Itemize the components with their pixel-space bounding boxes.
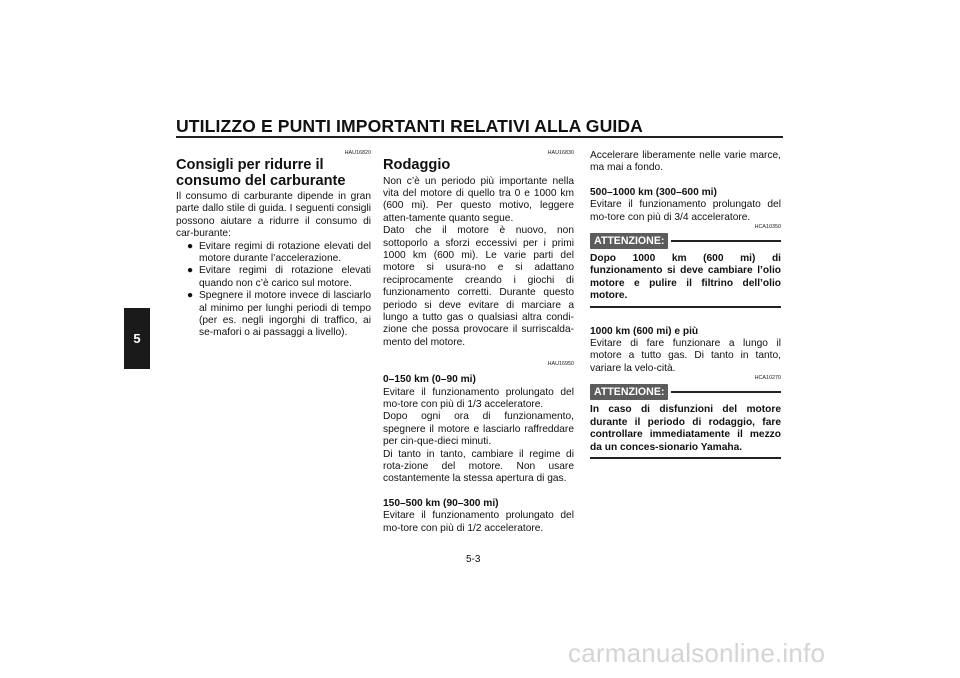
paragraph: Evitare il funzionamento prolungato del mo-tore con più di 1/3 acceleratore. [383,386,574,410]
paragraph: Accelerare liberamente nelle varie marce, ma mai a fondo. [590,150,781,174]
column-fuel-tips [176,150,371,340]
column-break-in [383,150,574,535]
title-rule [176,136,783,138]
watermark: carmanualsonline.info [568,638,826,668]
section-heading-break-in: Rodaggio [383,157,451,173]
section-heading-fuel: Consigli per ridurre il consumo del carburante [176,157,346,189]
subheading: 500–1000 km (300–600 mi) [590,186,717,198]
section-code: HAU16950 [547,361,574,368]
subheading: 1000 km (600 mi) e più [590,325,699,337]
bullet-icon: ● [187,290,194,302]
list-item-text: Evitare regimi di rotazione elevati del motore durante l’accelerazione. [199,240,371,265]
list-item [187,290,371,340]
section-code: HAU16820 [344,150,371,156]
attention-rule [671,240,781,242]
section-code: HCA10350 [754,224,781,231]
section-code: HCA10270 [754,375,781,382]
chapter-tab: 5 [124,308,150,369]
attention-header [590,384,781,400]
attention-text: Dopo 1000 km (600 mi) di funzionamento si deve cambiare l’olio motore e pulire il filtrino dell’olio motore. [590,253,781,302]
section-code: HAU16830 [547,150,574,156]
list-item-text: Evitare regimi di rotazione elevati quando non c’è carico sul motore. [199,265,371,289]
paragraph: Evitare il funzionamento prolungato del mo-tore con più di 1/2 acceleratore. [383,510,574,534]
paragraph: Dopo ogni ora di funzionamento, spegnere il motore e lasciarlo raffreddare per cin-que-dieci minuti. [383,411,574,448]
paragraph: Evitare il funzionamento prolungato del mo-tore con più di 3/4 acceleratore. [590,199,781,223]
attention-badge: ATTENZIONE: [590,233,668,249]
page-title: UTILIZZO E PUNTI IMPORTANTI RELATIVI ALLA GUIDA [176,116,643,136]
list-item [187,240,371,266]
attention-header [590,233,781,249]
attention-close-rule [590,457,781,459]
list-item-text: Spegnere il motore invece di lasciarlo al minimo per lunghi periodi di tempo (per es. negli ingorghi di traffico, ai se-mafori o ai passaggi a livello). [199,290,371,339]
page-number: 5-3 [466,554,481,565]
attention-rule [671,391,781,393]
paragraph: Dato che il motore è nuovo, non sottoporlo a sforzi eccessivi per i primi 1000 km (600 mi). Le varie parti del motore si usura-no e si adattano reciprocamente creando i giochi di funzionamento corretti. Durante questo periodo si deve evitare di marciare a lungo a tutto gas o qualsiasi altra condi-zione che possa provocare il surriscalda-mento del motore. [383,225,574,348]
subheading: 0–150 km (0–90 mi) [383,374,476,386]
bullet-icon: ● [187,240,194,252]
bullet-icon: ● [187,265,194,277]
column-break-in-continued [590,150,781,459]
paragraph: Evitare di fare funzionare a lungo il motore a tutto gas. Di tanto in tanto, variare la velo-cità. [590,338,781,374]
paragraph: Il consumo di carburante dipende in gran parte dallo stile di guida. I seguenti consigli possono aiutare a ridurre il consumo di car-burante: [176,191,371,240]
attention-text: In caso di disfunzioni del motore durante il periodo di rodaggio, fare controllare immediatamente il mezzo da un conces-sionario Yamaha. [590,404,781,453]
paragraph: Non c’è un periodo più importante nella vita del motore di quello tra 0 e 1000 km (600 mi). Per questo motivo, leggere atten-tamente quanto segue. [383,175,574,224]
attention-badge: ATTENZIONE: [590,384,668,400]
paragraph: Di tanto in tanto, cambiare il regime di rota-zione del motore. Non usare costantemente la stessa apertura di gas. [383,448,574,485]
bullet-list [187,240,371,340]
subheading: 150–500 km (90–300 mi) [383,497,499,509]
list-item [187,265,371,290]
